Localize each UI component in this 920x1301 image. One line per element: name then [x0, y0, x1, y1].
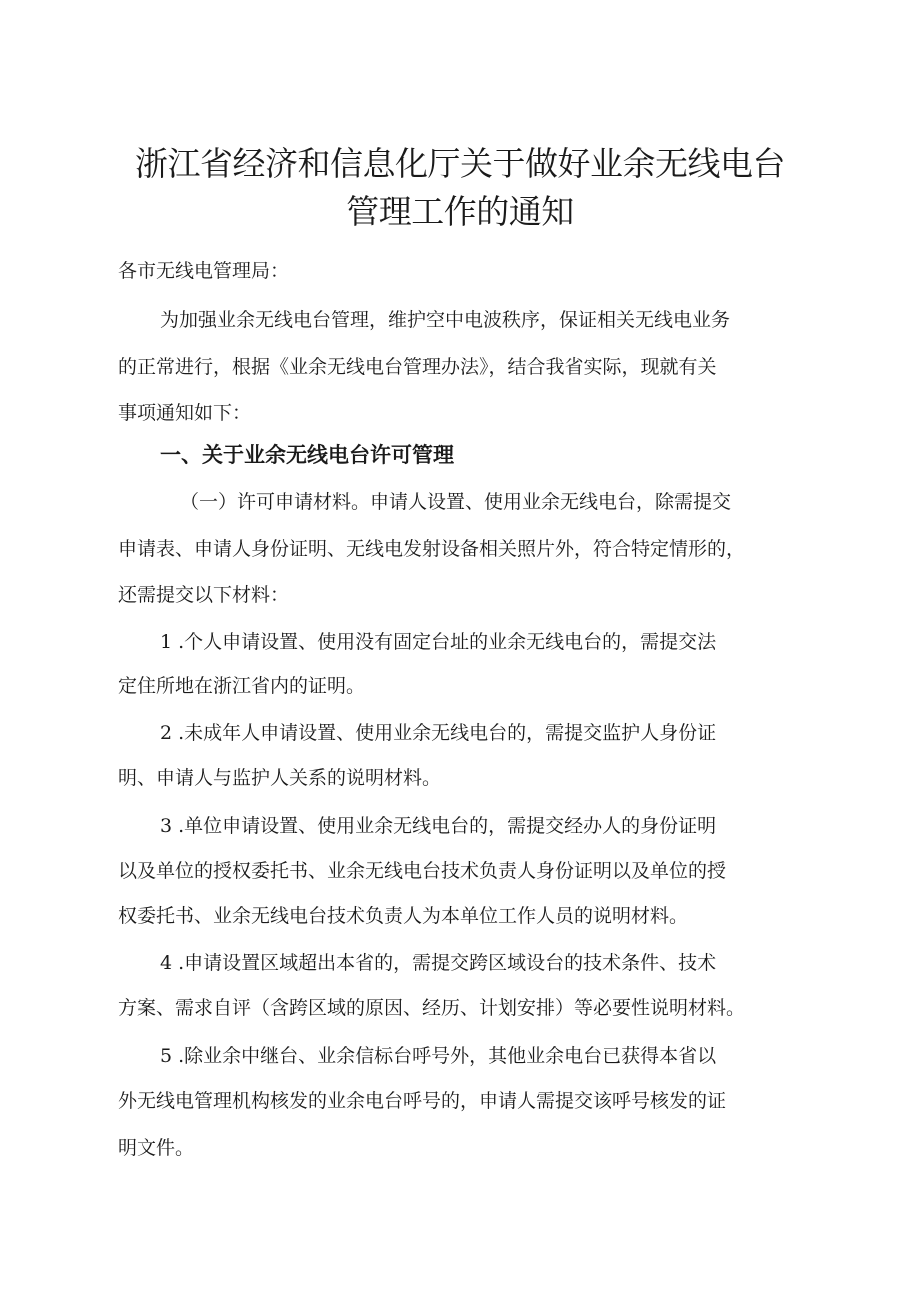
item-1-line-1: 1 .个人申请设置、使用没有固定台址的业余无线电台的，需提交法: [160, 631, 717, 653]
subsection-1-line-1: （一）许可申请材料。申请人设置、使用业余无线电台，除需提交: [180, 491, 732, 513]
item-4-line-1: 4 .申请设置区域超出本省的，需提交跨区域设台的技术条件、技术: [160, 952, 717, 974]
item-3-line-3: 权委托书、业余无线电台技术负责人为本单位工作人员的说明材料。: [118, 905, 689, 927]
intro-line-2: 的正常进行，根据《业余无线电台管理办法》，结合我省实际，现就有关: [118, 356, 717, 378]
document-title-line-2: 管理工作的通知: [346, 192, 574, 231]
subsection-1-line-2: 申请表、申请人身份证明、无线电发射设备相关照片外，符合特定情形的，: [118, 538, 746, 560]
section-1-heading: 一、关于业余无线电台许可管理: [160, 443, 454, 467]
item-1-line-2: 定住所地在浙江省内的证明。: [118, 675, 366, 697]
item-2-line-1: 2 .未成年人申请设置、使用业余无线电台的，需提交监护人身份证: [160, 722, 717, 744]
item-4-line-2: 方案、需求自评（含跨区域的原因、经历、计划安排）等必要性说明材料。: [118, 997, 746, 1019]
subsection-1-line-3: 还需提交以下材料：: [118, 584, 290, 606]
item-2-line-2: 明、申请人与监护人关系的说明材料。: [118, 767, 442, 789]
item-3-line-1: 3 .单位申请设置、使用业余无线电台的，需提交经办人的身份证明: [160, 815, 717, 837]
item-5-line-3: 明文件。: [118, 1137, 195, 1159]
salutation: 各市无线电管理局：: [118, 260, 290, 282]
document-title-line-1: 浙江省经济和信息化厅关于做好业余无线电台: [135, 144, 785, 183]
intro-line-1: 为加强业余无线电台管理，维护空中电波秩序，保证相关无线电业务: [160, 309, 731, 331]
item-5-line-2: 外无线电管理机构核发的业余电台呼号的，申请人需提交该呼号核发的证: [118, 1090, 727, 1112]
item-5-line-1: 5 .除业余中继台、业余信标台呼号外，其他业余电台已获得本省以: [160, 1045, 717, 1067]
intro-line-3: 事项通知如下：: [118, 402, 252, 424]
item-3-line-2: 以及单位的授权委托书、业余无线电台技术负责人身份证明以及单位的授: [118, 860, 727, 882]
